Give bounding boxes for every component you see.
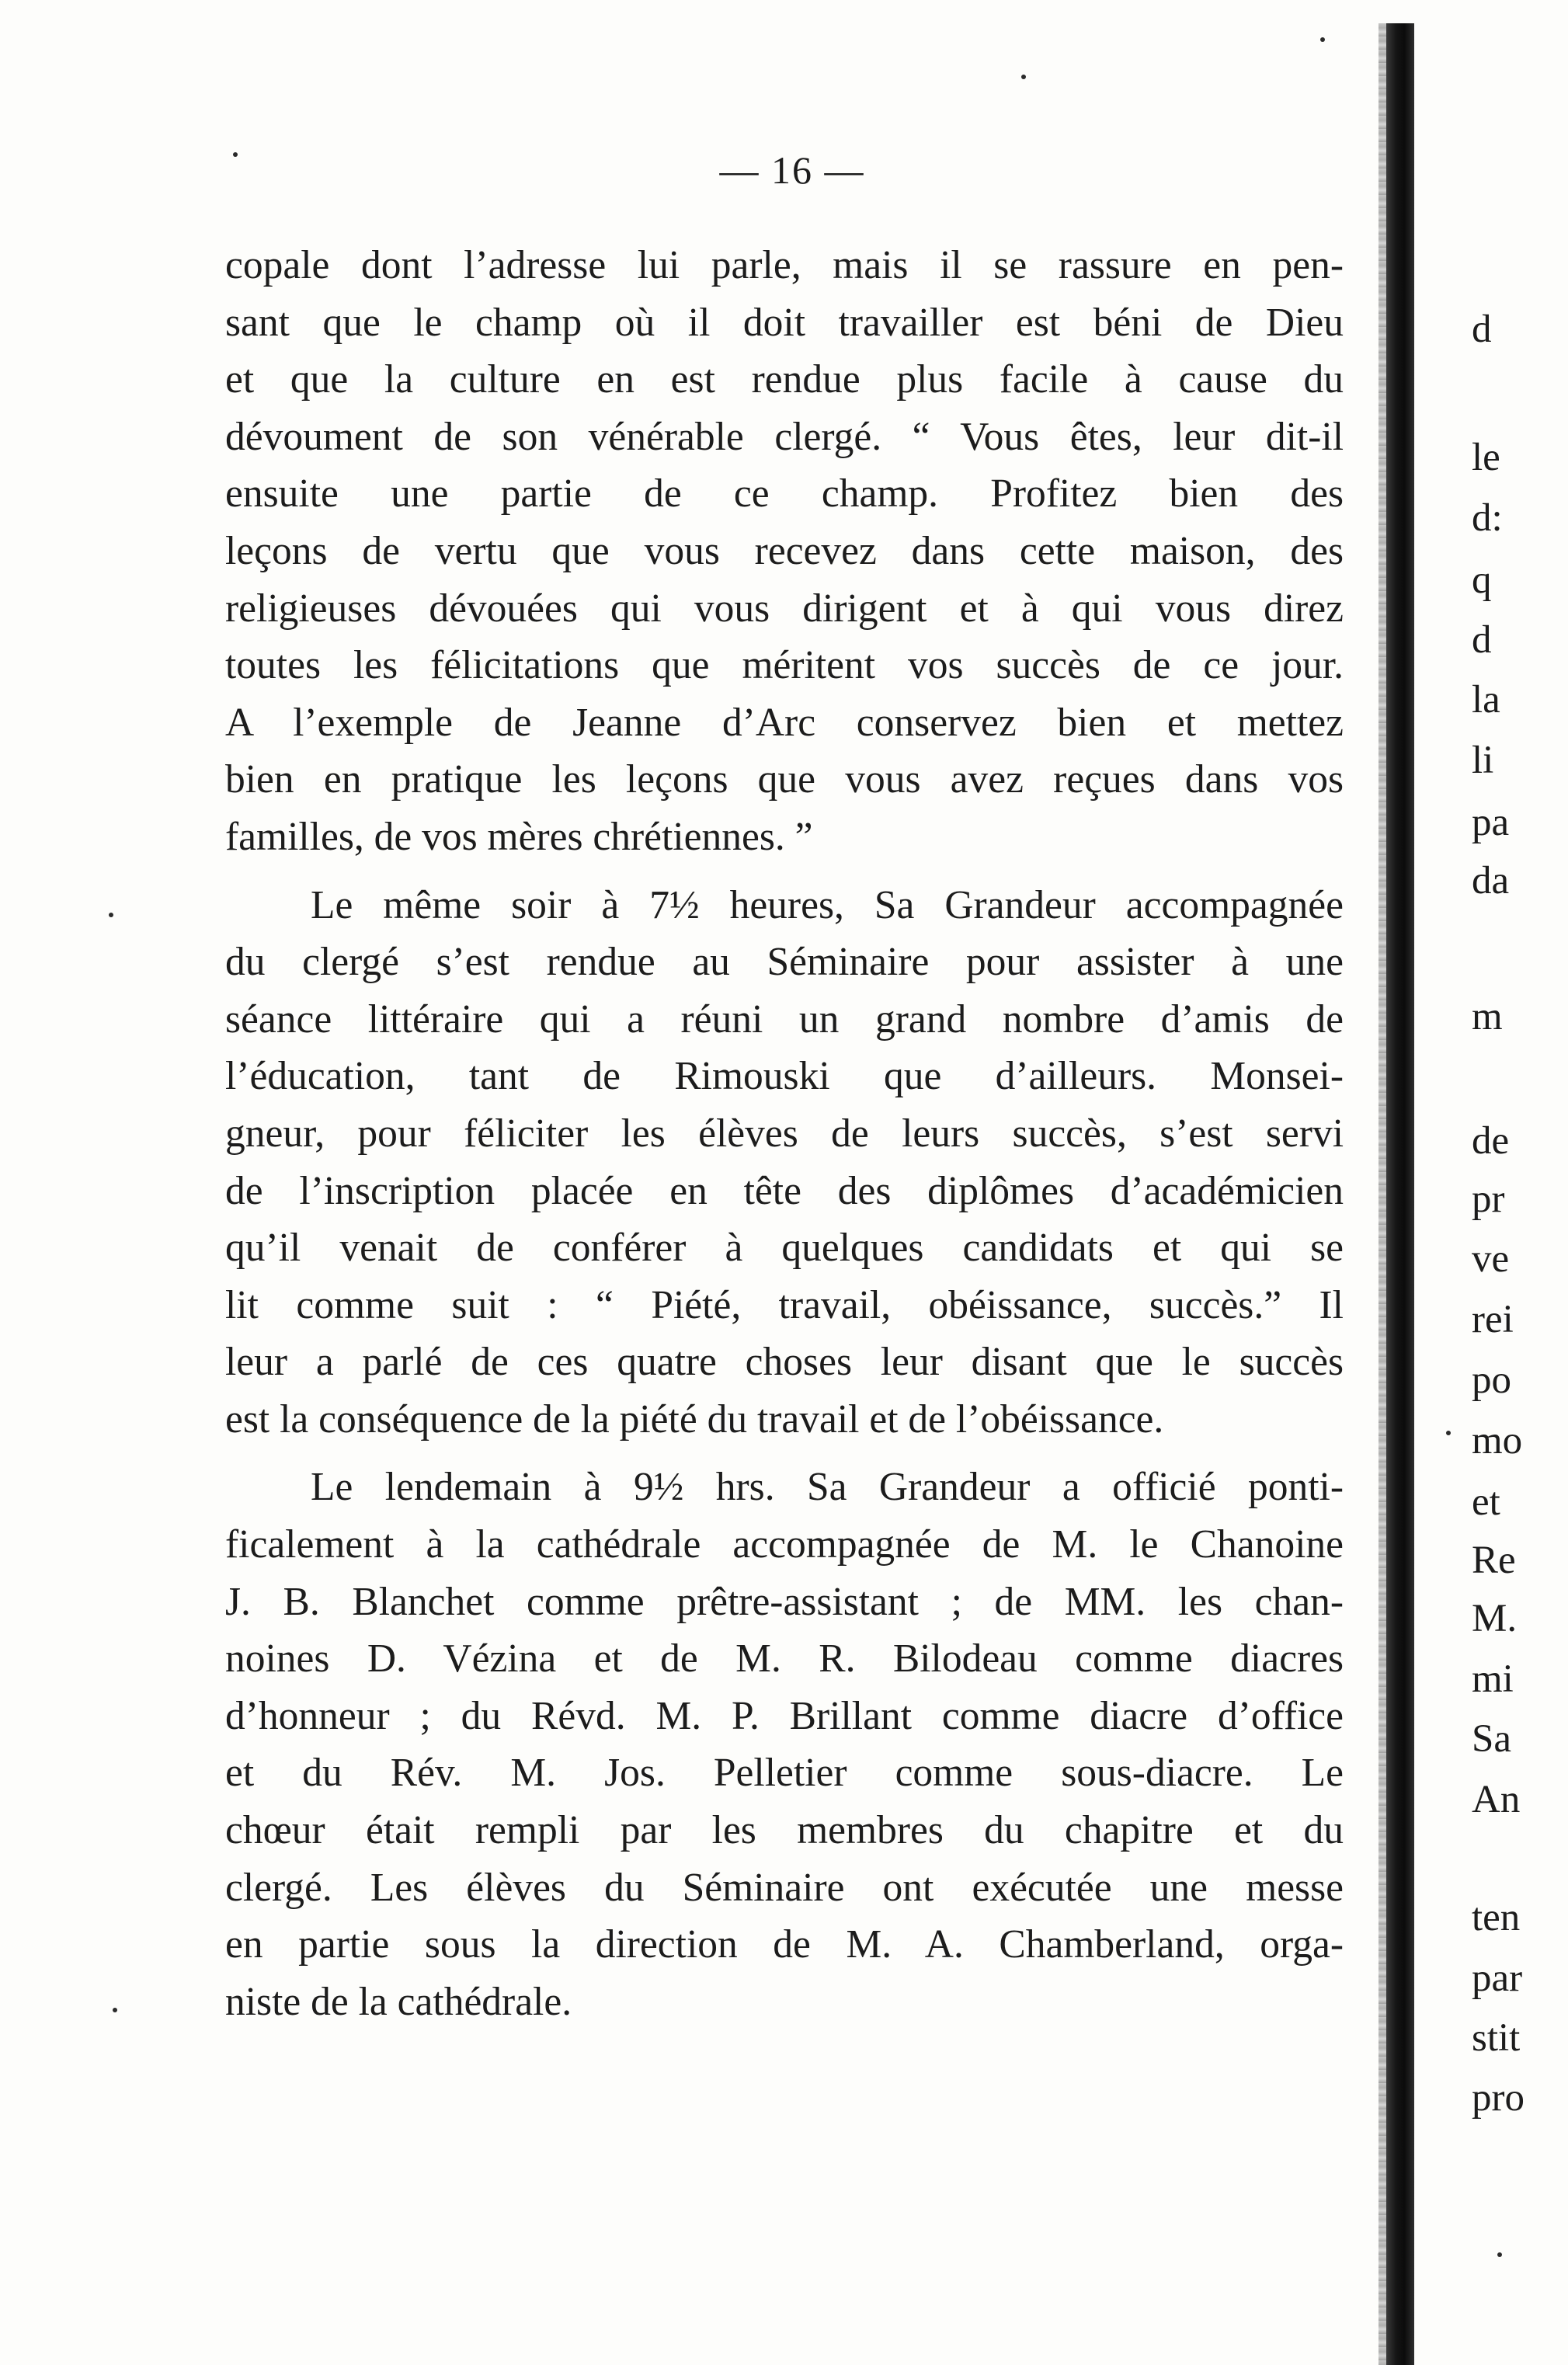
fragment-text: et (1472, 1480, 1500, 1524)
ink-speck (109, 913, 113, 917)
text-line: leur a parlé de ces quatre choses leur disant que le succès (225, 1340, 1344, 1385)
fragment-text: po (1472, 1358, 1511, 1402)
text-line: de l’inscription placée en tête des diplômes d’académicien (225, 1168, 1344, 1213)
fragment-text: pr (1472, 1177, 1505, 1221)
ink-speck (1446, 1431, 1451, 1435)
ink-speck (1497, 2252, 1502, 2257)
text-line: du clergé s’est rendue au Séminaire pour assister à une (225, 940, 1344, 985)
text-line: toutes les félicitations que méritent vos succès de ce jour. (225, 643, 1344, 688)
text-line: Le même soir à 7½ heures, Sa Grandeur accompagnée (311, 882, 1344, 927)
adjacent-page-fragments (1472, 0, 1568, 2365)
text-line: A l’exemple de Jeanne d’Arc conservez bien et mettez (225, 700, 1344, 745)
page-number: — 16 — (719, 148, 865, 192)
fragment-text: la (1472, 678, 1500, 722)
fragment-text: m (1472, 995, 1503, 1038)
body-text (225, 237, 1344, 2030)
text-line: copale dont l’adresse lui parle, mais il se rassure en pen- (225, 243, 1344, 287)
fragment-text: mi (1472, 1657, 1514, 1701)
text-line: chœur était rempli par les membres du chapitre et du (225, 1808, 1344, 1853)
fragment-text: ten (1472, 1896, 1521, 1939)
text-line: séance littéraire qui a réuni un grand nombre d’amis de (225, 996, 1344, 1042)
book-gutter-shadow (1386, 23, 1414, 2365)
fragment-text: da (1472, 859, 1510, 903)
text-line: en partie sous la direction de M. A. Chamberland, orga- (225, 1922, 1344, 1967)
text-line: lit comme suit : “ Piété, travail, obéissance, succès.” Il (225, 1282, 1344, 1327)
text-line: qu’il venait de conférer à quelques candidats et qui se (225, 1226, 1344, 1271)
text-line: sant que le champ où il doit travailler est béni de Dieu (225, 300, 1344, 345)
text-line: gneur, pour féliciter les élèves de leurs succès, s’est servi (225, 1111, 1344, 1156)
text-line: religieuses dévouées qui vous dirigent et à qui vous direz (225, 586, 1344, 631)
text-line: J. B. Blanchet comme prêtre-assistant ; de MM. les chan- (225, 1579, 1344, 1624)
fragment-text: ve (1472, 1237, 1510, 1281)
paragraph-1 (225, 237, 1344, 866)
text-line: est la conséquence de la piété du travail et de l’obéissance. (225, 1396, 1164, 1442)
text-line: dévoument de son vénérable clergé. “ Vous êtes, leur dit-il (225, 414, 1344, 459)
text-line: leçons de vertu que vous recevez dans cette maison, des (225, 528, 1344, 573)
fragment-text: mo (1472, 1419, 1523, 1462)
text-line: l’éducation, tant de Rimouski que d’ailleurs. Monsei- (225, 1054, 1344, 1099)
fragment-text: de (1472, 1119, 1510, 1163)
ink-speck (1021, 75, 1026, 79)
text-line: ensuite une partie de ce champ. Profitez bien des (225, 471, 1344, 516)
ink-speck (113, 2008, 117, 2012)
fragment-text: rei (1472, 1298, 1514, 1341)
text-line: et du Rév. M. Jos. Pelletier comme sous-diacre. Le (225, 1751, 1344, 1796)
text-line: familles, de vos mères chrétiennes. ” (225, 814, 813, 859)
fragment-text: par (1472, 1956, 1523, 2000)
fragment-text: d (1472, 618, 1492, 662)
text-line: Le lendemain à 9½ hrs. Sa Grandeur a officié ponti- (311, 1465, 1344, 1510)
fragment-text: q (1472, 558, 1492, 602)
fragment-text: Re (1472, 1539, 1516, 1582)
fragment-text: M. (1472, 1597, 1518, 1640)
fragment-text: Sa (1472, 1717, 1511, 1761)
text-line: niste de la cathédrale. (225, 1979, 572, 2024)
text-line: noines D. Vézina et de M. R. Bilodeau comme diacres (225, 1636, 1344, 1682)
text-line: bien en pratique les leçons que vous avez reçues dans vos (225, 757, 1344, 802)
text-line: d’honneur ; du Révd. M. P. Brillant comme diacre d’office (225, 1693, 1344, 1738)
text-line: et que la culture en est rendue plus facile à cause du (225, 357, 1344, 402)
fragment-text: d (1472, 308, 1492, 351)
text-line: ficalement à la cathédrale accompagnée de M. le Chanoine (225, 1522, 1344, 1567)
paragraph-2 (225, 877, 1344, 1449)
fragment-text: pro (1472, 2076, 1525, 2120)
fragment-text: le (1472, 436, 1500, 479)
paragraph-3 (225, 1459, 1344, 2030)
ink-speck (233, 152, 238, 157)
fragment-text: d: (1472, 496, 1503, 540)
fragment-text: An (1472, 1778, 1521, 1821)
fragment-text: pa (1472, 801, 1510, 844)
fragment-text: li (1472, 739, 1494, 782)
fragment-text: stit (1472, 2016, 1521, 2060)
ink-speck (1320, 37, 1325, 42)
text-line: clergé. Les élèves du Séminaire ont exécutée une messe (225, 1865, 1344, 1910)
